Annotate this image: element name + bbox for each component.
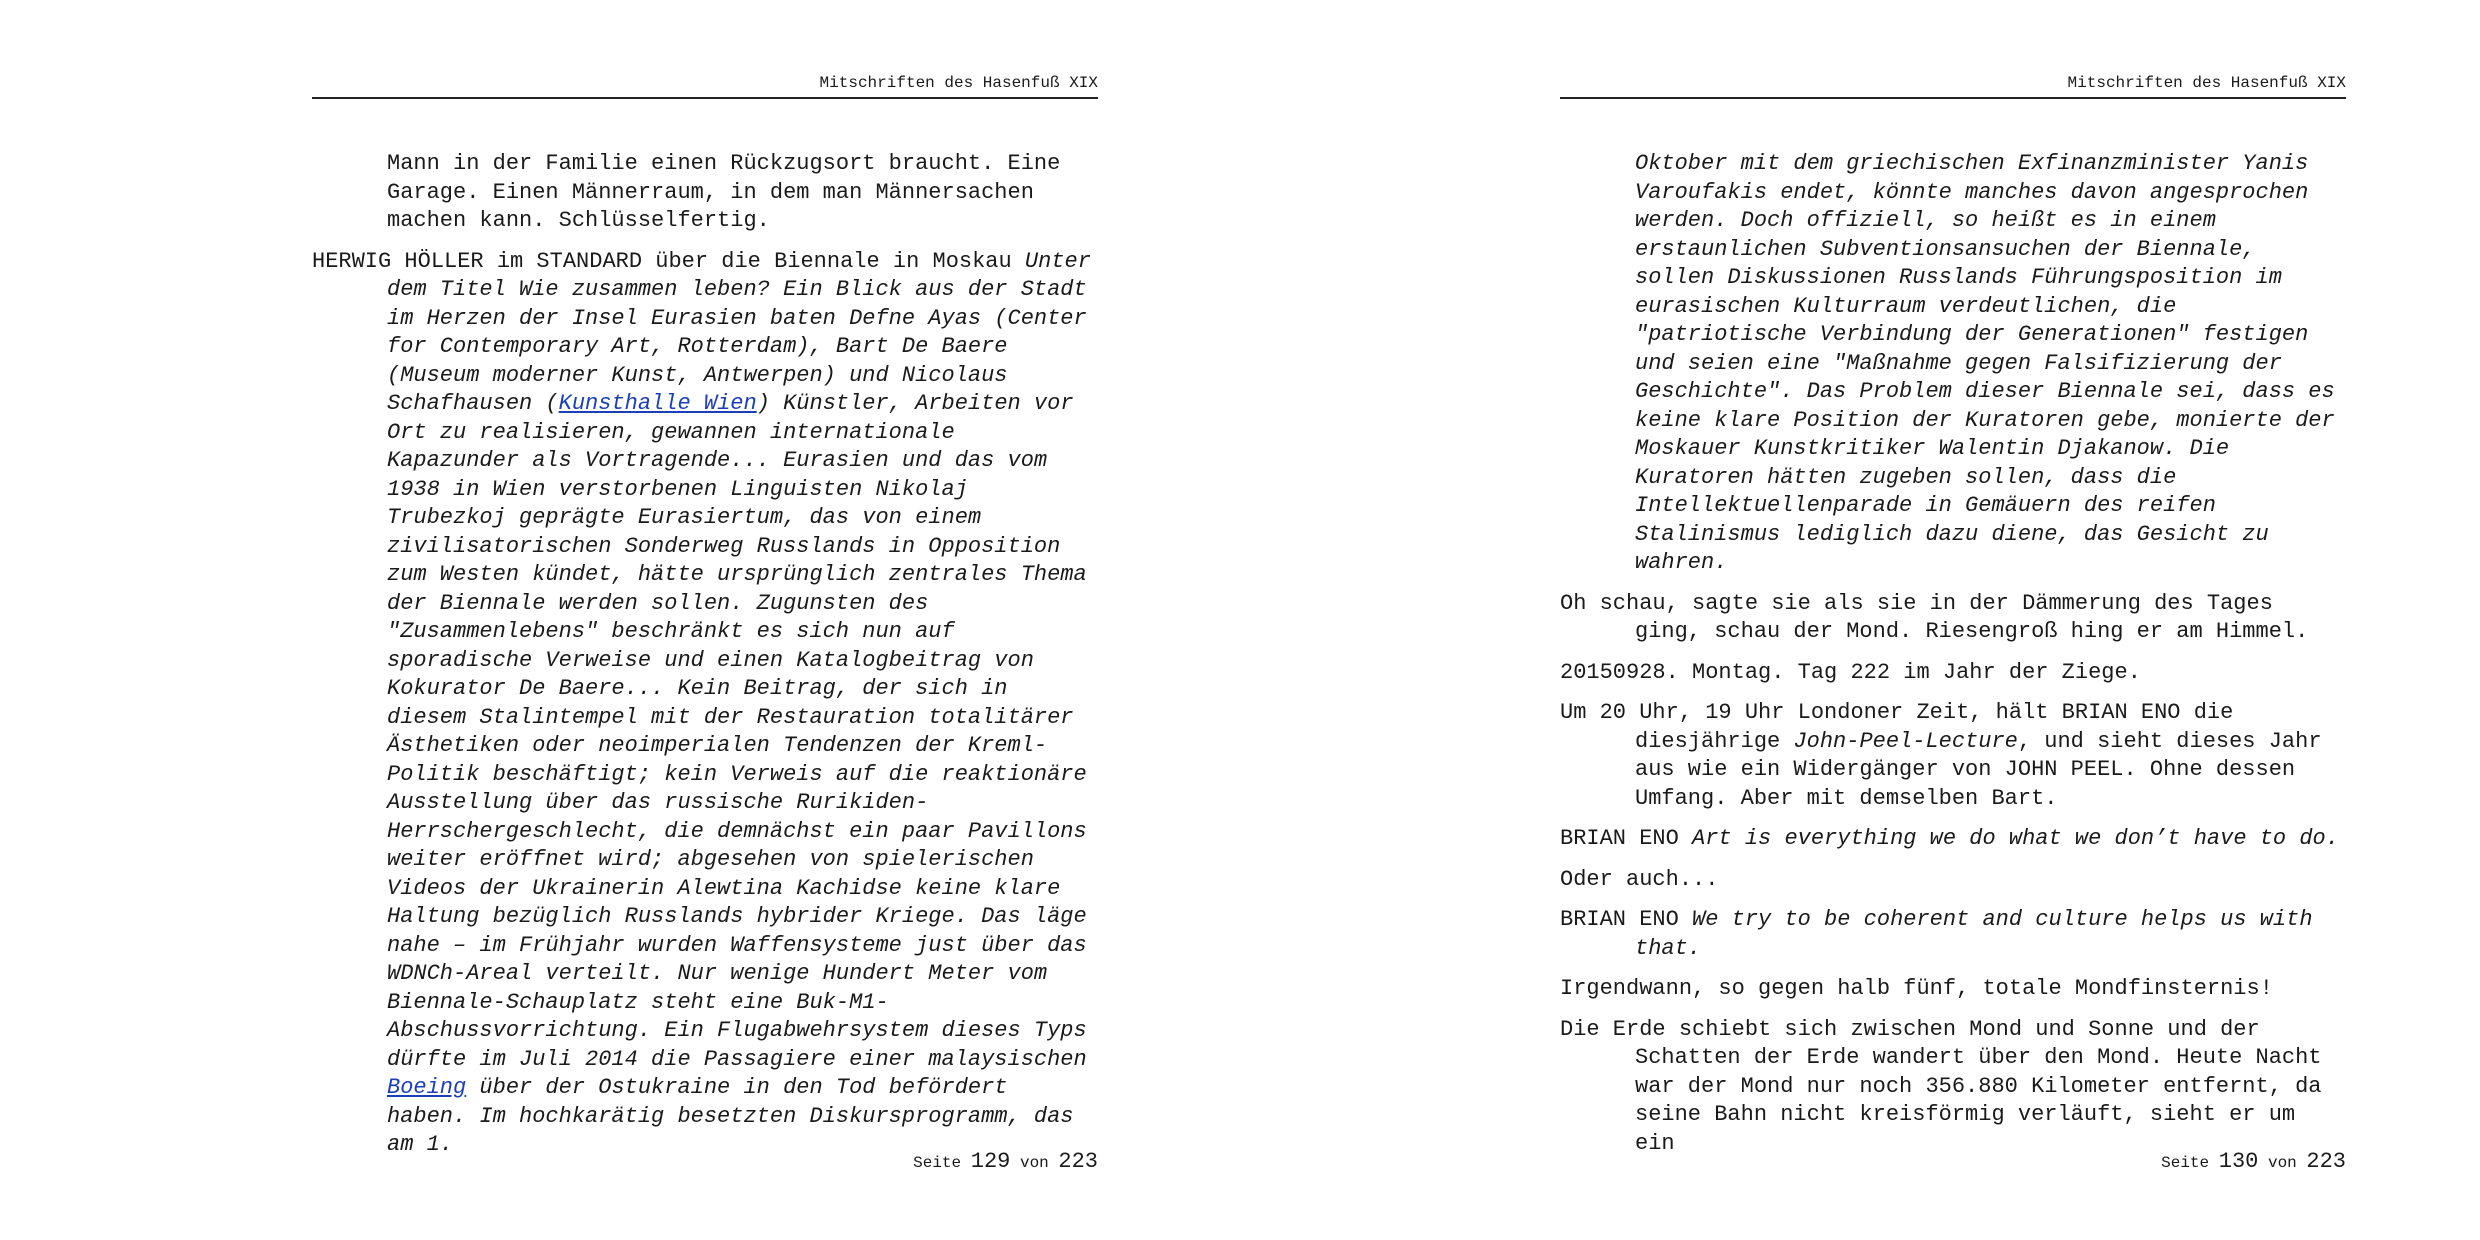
page-number-current: 129 [970,1149,1011,1174]
link-boeing[interactable]: Boeing [387,1075,467,1100]
quote-author: BRIAN ENO [1560,907,1679,932]
page-number [913,1148,1098,1177]
quote-author: HERWIG HÖLLER im STANDARD über die Biennale in Moskau [312,248,1012,274]
page-number-current: 130 [2218,1149,2259,1174]
paragraph: Oh schau, sagte sie als sie in der Dämmerung des Tages ging, schau der Mond. Riesengroß hing er am Himmel. [1560,590,2309,644]
text: Um 20 Uhr, 19 Uhr Londoner Zeit, hält BRIAN ENO die diesjährige [1560,700,2234,754]
lecture-title: John-Peel-Lecture [1793,728,2018,754]
page-number-sep: von [1019,1154,1049,1172]
quote-author: BRIAN ENO [1560,826,1679,851]
quote-text: Unter dem Titel Wie zusammen leben? Ein Blick aus der Stadt im Herzen der Insel Eurasien baten Defne Ayas (Center for Contemporary Art, Rotterdam), Bart De Baere (Museum moderner Kunst, Antwerpen) und Nicolaus Schafhausen ( [387,248,1091,416]
page-number-total: 223 [1058,1149,1098,1174]
quote-continuation [1560,150,2346,578]
quote-text: We try to be coherent and culture helps us with that. [1635,907,2313,961]
paragraph: Mann in der Familie einen Rückzugsort braucht. Eine Garage. Einen Männerraum, in dem man Männersachen machen kann. Schlüsselfertig. [387,151,1061,233]
paragraph: Oder auch... [1560,866,1719,892]
date-entry: 20150928. Montag. Tag 222 im Jahr der Ziege. [1560,659,2141,685]
page-number [2161,1148,2346,1177]
page-number-sep: von [2267,1154,2297,1172]
quote-text: Oktober mit dem griechischen Exfinanzminister Yanis Varoufakis endet, könnte manches davon angesprochen werden. Doch offiziell, so heißt es in einem erstaunlichen Subventionsansuchen der Biennale, sollen Diskussionen Russlands Führungsposition im eurasischen Kulturraum verdeutlichen, die "patriotische Verbindung der Generationen" festigen und seien eine "Maßnahme gegen Falsifizierung der Geschichte". Das Problem dieser Biennale sei, dass es keine klare Position der Kuratoren gebe, monierte der Moskauer Kunstkritiker Walentin Djakanow. Die Kuratoren hätten zugeben sollen, dass die Intellektuellenparade in Gemäuern des reifen Stalinismus lediglich dazu diene, das Gesicht zu wahren. [1635,151,2335,575]
quote-text: ) Künstler, Arbeiten vor Ort zu realisieren, gewannen internationale Kapazunder als Vortragende... Eurasien und das vom 1938 in Wien verstorbenen Linguisten Nikolaj Trubezkoj geprägte Eurasiertum, das von einem zivilisatorischen Sonderweg Russlands in Opposition zum Westen kündet, hätte ursprünglich zentrales Thema der Biennale werden sollen. Zugunsten des "Zusammenlebens" beschränkt es sich nun auf sporadische Verweise und einen Katalogbeitrag von Kokurator De Baere... Kein Beitrag, der sich in diesem Stalintempel mit der Restauration totalitärer Ästhetiken oder neoimperialen Tendenzen der Kreml-Politik beschäftigt; kein Verweis auf die reaktionäre Ausstellung über das russische Rurikiden-Herrschergeschlecht, die demnächst ein paar Pavillons weiter eröffnet wird; abgesehen von spielerischen Videos der Ukrainerin Alewtina Kachidse keine klare Haltung bezüglich Russlands hybrider Kriege. Das läge nahe – im Frühjahr wurden Waffensysteme just über das WDNCh-Areal verteilt. Nur wenige Hundert Meter vom Biennale-Schauplatz steht eine Buk-M1-Abschussvorrichtung. Ein Flugabwehrsystem dieses Typs dürfte im Juli 2014 die Passagiere einer malaysischen [387,391,1087,1072]
quote-paragraph [1560,906,2346,963]
quote-paragraph [1560,825,2346,854]
paragraph [1560,699,2346,813]
page-content [1560,150,2346,1170]
paragraph: Irgendwann, so gegen halb fünf, totale Mondfinsternis! [1560,976,2273,1001]
quote-paragraph [312,248,1098,1160]
paragraph: Die Erde schiebt sich zwischen Mond und Sonne und der Schatten der Erde wandert über den Mond. Heute Nacht war der Mond nur noch 356.880 Kilometer entfernt, da seine Bahn nicht kreisförmig verläuft, sieht er um ein [1560,1016,2322,1156]
running-header: Mitschriften des Hasenfuß XIX [1560,72,2346,99]
page-number-prefix: Seite [913,1154,962,1172]
page-number-total: 223 [2306,1149,2346,1174]
running-header: Mitschriften des Hasenfuß XIX [312,72,1098,99]
right-page [1560,0,2346,1240]
link-kunsthalle-wien[interactable]: Kunsthalle Wien [558,391,757,416]
text: , und sieht dieses Jahr aus wie ein Widergänger von JOHN PEEL. Ohne dessen Umfang. Aber mit demselben Bart. [1635,728,2322,811]
quote-text: Art is everything we do what we don’t have to do. [1692,826,2339,851]
left-page [312,0,1098,1240]
quote-text: über der Ostukraine in den Tod befördert haben. Im hochkarätig besetzten Diskursprogramm, das am 1. [387,1075,1074,1157]
page-content [312,150,1098,1172]
page-number-prefix: Seite [2161,1154,2210,1172]
